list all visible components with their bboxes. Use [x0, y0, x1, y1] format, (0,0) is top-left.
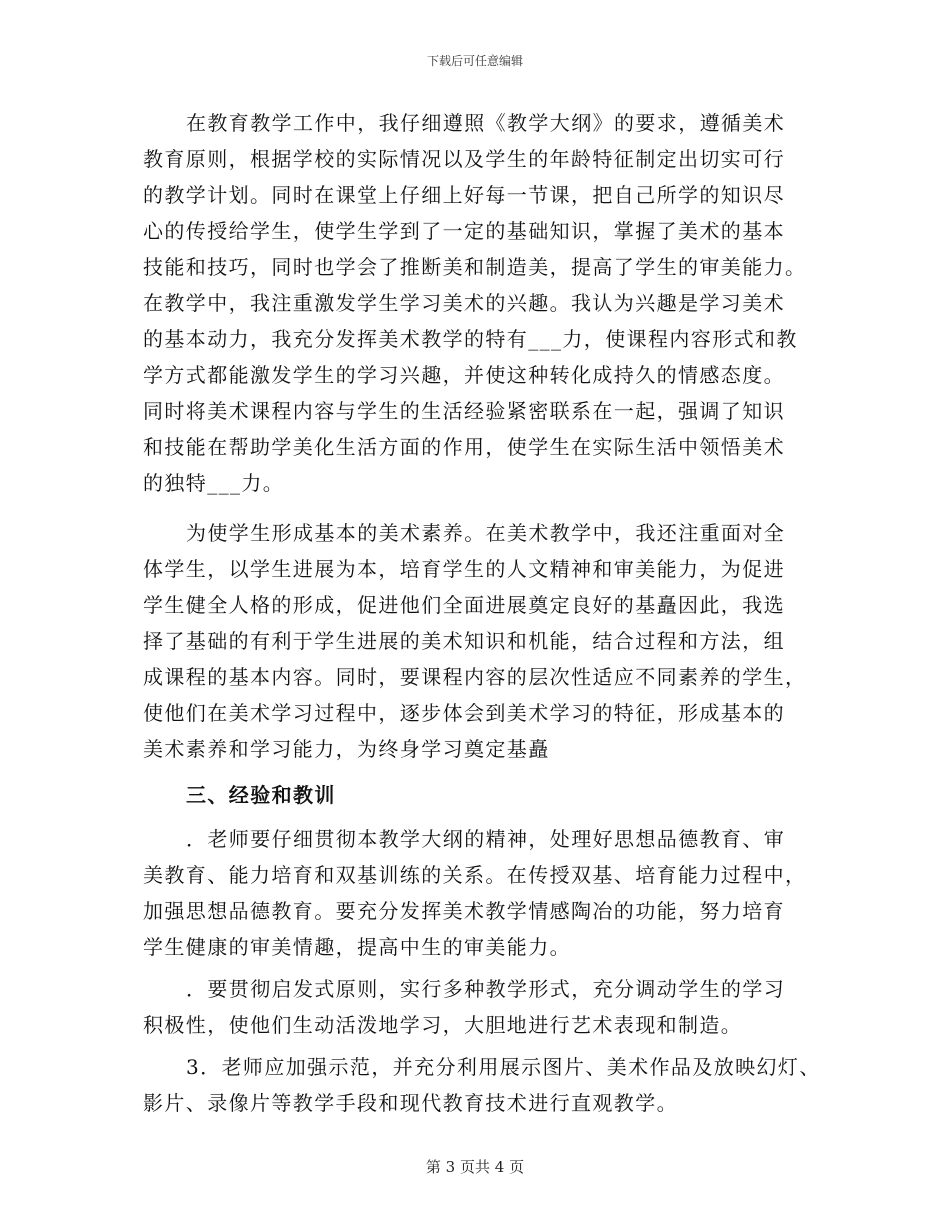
paragraph-line: 使他们在美术学习过程中，逐步体会到美术学习的特征，形成基本的 — [143, 701, 785, 725]
paragraph-line: 成课程的基本内容。同时，要课程内容的层次性适应不同素养的学生， — [143, 665, 807, 689]
paragraph-line: 技能和技巧，同时也学会了推断美和制造美，提高了学生的审美能力。 — [143, 255, 807, 279]
paragraph-line: 在教学中，我注重激发学生学习美术的兴趣。我认为兴趣是学习美术 — [143, 291, 785, 315]
section-heading: 三、经验和教训 — [186, 783, 336, 807]
paragraph-line: 择了基础的有利于学生进展的美术知识和机能，结合过程和方法，组 — [143, 629, 785, 653]
paragraph-line: 在教育教学工作中，我仔细遵照《教学大纲》的要求，遵循美术 — [186, 111, 786, 135]
paragraph-line: 的独特___力。 — [143, 471, 285, 495]
paragraph-line: 影片、录像片等教学手段和现代教育技术进行直观教学。 — [143, 1091, 678, 1115]
paragraph-line: 加强思想品德教育。要充分发挥美术教学情感陶冶的功能，努力培育 — [143, 899, 785, 923]
paragraph-line: 体学生，以学生进展为本，培育学生的人文精神和审美能力，为促进 — [143, 557, 785, 581]
paragraph-line: 学生健全人格的形成，促进他们全面进展奠定良好的基矗因此，我选 — [143, 593, 785, 617]
paragraph-line: 积极性，使他们生动活泼地学习，大胆地进行艺术表现和制造。 — [143, 1013, 743, 1037]
paragraph-line: 学方式都能激发学生的学习兴趣，并使这种转化成持久的情感态度。 — [143, 363, 785, 387]
paragraph-line: 的教学计划。同时在课堂上仔细上好每一节课，把自己所学的知识尽 — [143, 183, 785, 207]
paragraph-line: 教育原则，根据学校的实际情况以及学生的年龄特征制定出切实可行 — [143, 147, 785, 171]
paragraph-line: 为使学生形成基本的美术素养。在美术教学中，我还注重面对全 — [186, 521, 786, 545]
paragraph-line: 美教育、能力培育和双基训练的关系。在传授双基、培育能力过程中， — [143, 863, 807, 887]
paragraph-line: ．老师要仔细贯彻本教学大纲的精神，处理好思想品德教育、审 — [186, 827, 786, 851]
paragraph-line: 同时将美术课程内容与学生的生活经验紧密联系在一起，强调了知识 — [143, 399, 785, 423]
paragraph-line: 3．老师应加强示范，并充分利用展示图片、美术作品及放映幻灯、 — [186, 1055, 821, 1079]
paragraph-line: 的基本动力，我充分发挥美术教学的特有___力，使课程内容形式和教 — [143, 327, 798, 351]
paragraph-line: 美术素养和学习能力，为终身学习奠定基矗 — [143, 737, 550, 761]
paragraph-line: 学生健康的审美情趣，提高中生的审美能力。 — [143, 935, 571, 959]
paragraph-line: 和技能在帮助学美化生活方面的作用，使学生在实际生活中领悟美术 — [143, 435, 785, 459]
paragraph-line: 心的传授给学生，使学生学到了一定的基础知识，掌握了美术的基本 — [143, 219, 785, 243]
paragraph-line: ．要贯彻启发式原则，实行多种教学形式，充分调动学生的学习 — [186, 977, 786, 1001]
page-header: 下载后可任意编辑 — [426, 54, 523, 68]
page-number: 第 3 页共 4 页 — [425, 1158, 525, 1176]
